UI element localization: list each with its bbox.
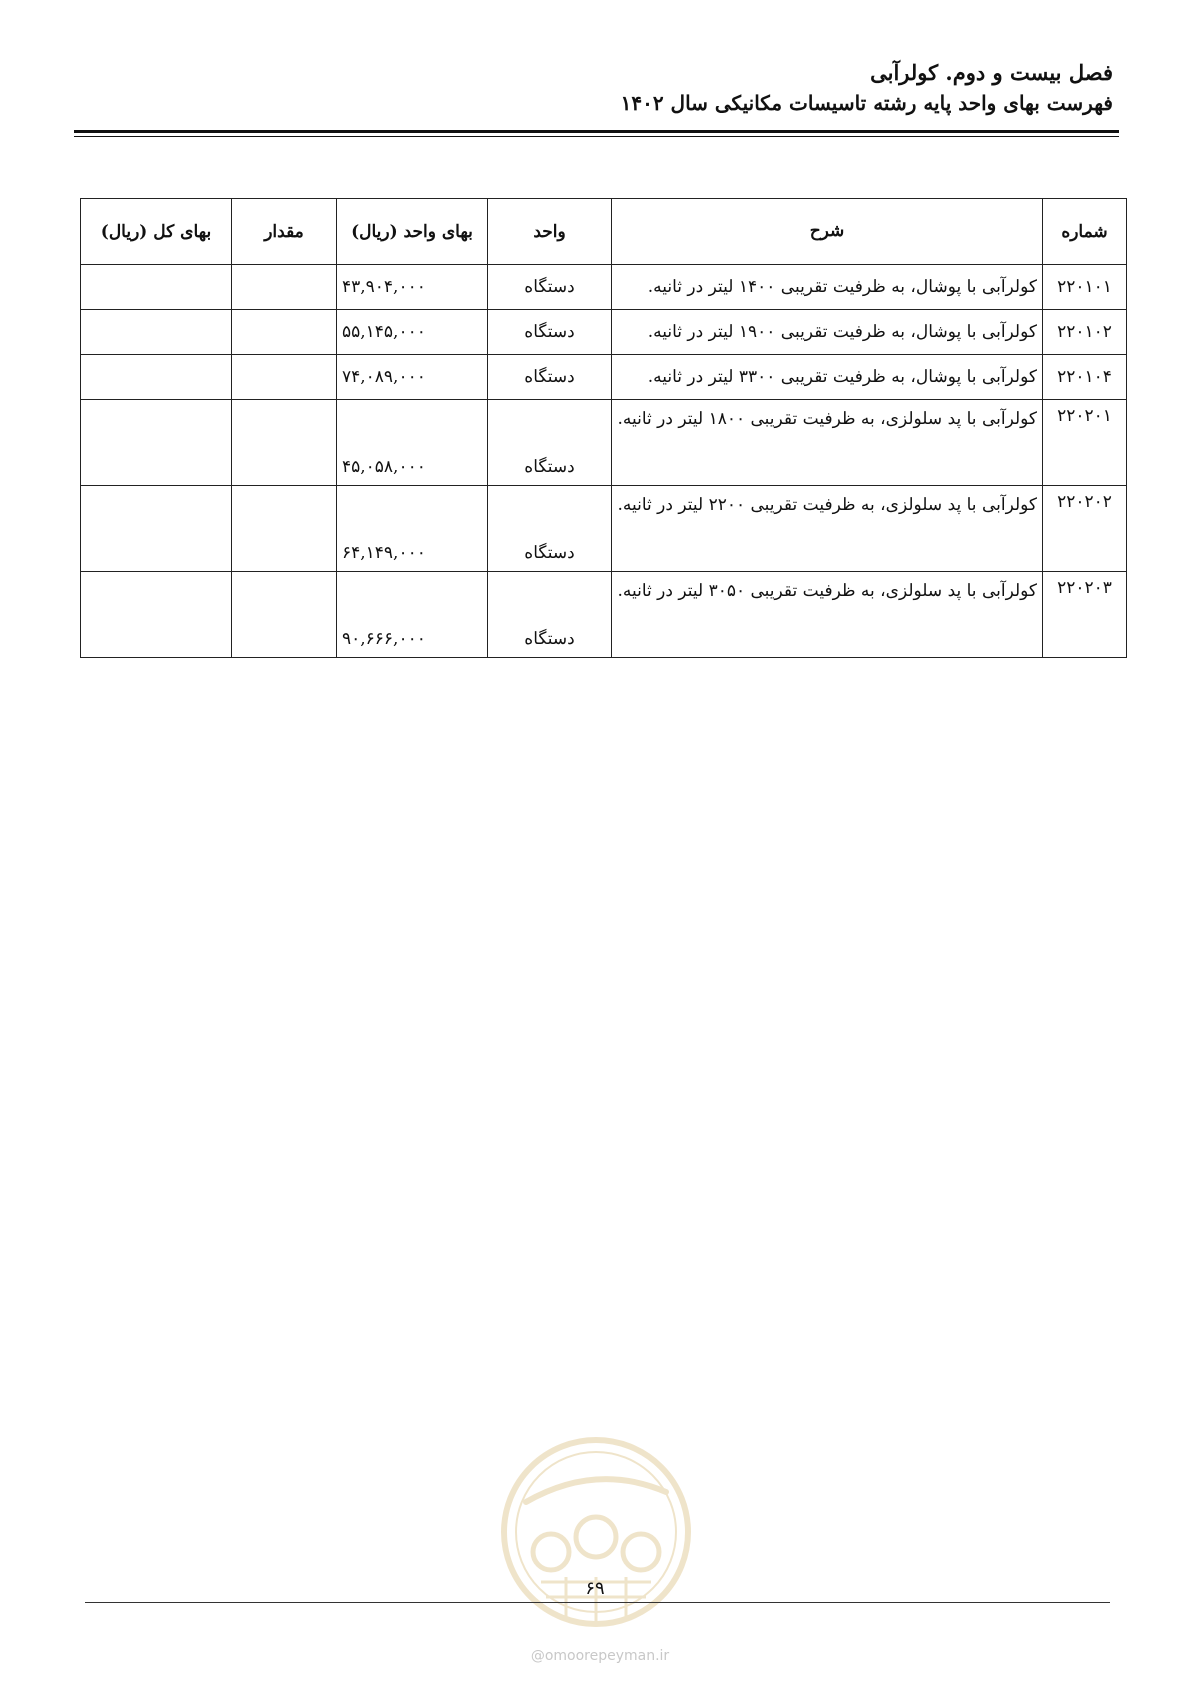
row-number: ۲۲۰۲۰۱ (1043, 400, 1127, 486)
price-table (80, 198, 1127, 658)
table-row (81, 310, 1127, 355)
column-header-unit-price: بهای واحد (ریال) (337, 199, 488, 265)
row-number: ۲۲۰۱۰۲ (1043, 310, 1127, 355)
row-description: کولرآبی با پد سلولزی، به ظرفیت تقریبی ۱۸۰۰ لیتر در ثانیه. (612, 400, 1043, 486)
row-description: کولرآبی با پوشال، به ظرفیت تقریبی ۳۳۰۰ لیتر در ثانیه. (612, 355, 1043, 400)
page-number: ۶۹ (585, 1578, 605, 1599)
row-unit: دستگاه (488, 400, 612, 486)
row-unit: دستگاه (488, 265, 612, 310)
column-header-quantity: مقدار (232, 199, 337, 265)
row-unit-price: ۴۵,۰۵۸,۰۰۰ (337, 400, 488, 486)
row-total-price (81, 265, 232, 310)
row-unit: دستگاه (488, 572, 612, 658)
column-header-number: شماره (1043, 199, 1127, 265)
column-header-description: شرح (612, 199, 1043, 265)
row-description: کولرآبی با پوشال، به ظرفیت تقریبی ۱۴۰۰ لیتر در ثانیه. (612, 265, 1043, 310)
row-number: ۲۲۰۱۰۴ (1043, 355, 1127, 400)
row-unit: دستگاه (488, 355, 612, 400)
row-unit-price: ۵۵,۱۴۵,۰۰۰ (337, 310, 488, 355)
row-unit-price: ۶۴,۱۴۹,۰۰۰ (337, 486, 488, 572)
row-quantity (232, 400, 337, 486)
table-header-row (81, 199, 1127, 265)
row-unit: دستگاه (488, 486, 612, 572)
row-number: ۲۲۰۲۰۳ (1043, 572, 1127, 658)
column-header-total-price: بهای کل (ریال) (81, 199, 232, 265)
row-quantity (232, 572, 337, 658)
header-rule-thick (74, 130, 1119, 133)
row-total-price (81, 310, 232, 355)
footer-rule (85, 1602, 1110, 1603)
row-unit: دستگاه (488, 310, 612, 355)
row-total-price (81, 400, 232, 486)
row-total-price (81, 486, 232, 572)
table-row (81, 572, 1127, 658)
row-quantity (232, 310, 337, 355)
row-total-price (81, 572, 232, 658)
table-row (81, 265, 1127, 310)
row-number: ۲۲۰۲۰۲ (1043, 486, 1127, 572)
row-number: ۲۲۰۱۰۱ (1043, 265, 1127, 310)
table-row (81, 355, 1127, 400)
row-description: کولرآبی با پوشال، به ظرفیت تقریبی ۱۹۰۰ لیتر در ثانیه. (612, 310, 1043, 355)
row-description: کولرآبی با پد سلولزی، به ظرفیت تقریبی ۲۲۰۰ لیتر در ثانیه. (612, 486, 1043, 572)
document-subtitle: فهرست بهای واحد پایه رشته تاسیسات مکانیکی سال ۱۴۰۲ (620, 91, 1113, 115)
chapter-title: فصل بیست و دوم. کولرآبی (870, 60, 1113, 85)
table-row (81, 400, 1127, 486)
row-unit-price: ۷۴,۰۸۹,۰۰۰ (337, 355, 488, 400)
row-quantity (232, 486, 337, 572)
row-description: کولرآبی با پد سلولزی، به ظرفیت تقریبی ۳۰۵۰ لیتر در ثانیه. (612, 572, 1043, 658)
row-unit-price: ۴۳,۹۰۴,۰۰۰ (337, 265, 488, 310)
row-quantity (232, 265, 337, 310)
row-unit-price: ۹۰,۶۶۶,۰۰۰ (337, 572, 488, 658)
row-total-price (81, 355, 232, 400)
website-watermark: @omoorepeyman.ir (530, 1648, 670, 1664)
table-row (81, 486, 1127, 572)
header-rule-thin (74, 136, 1119, 137)
column-header-unit: واحد (488, 199, 612, 265)
page-header (73, 58, 1113, 118)
row-quantity (232, 355, 337, 400)
